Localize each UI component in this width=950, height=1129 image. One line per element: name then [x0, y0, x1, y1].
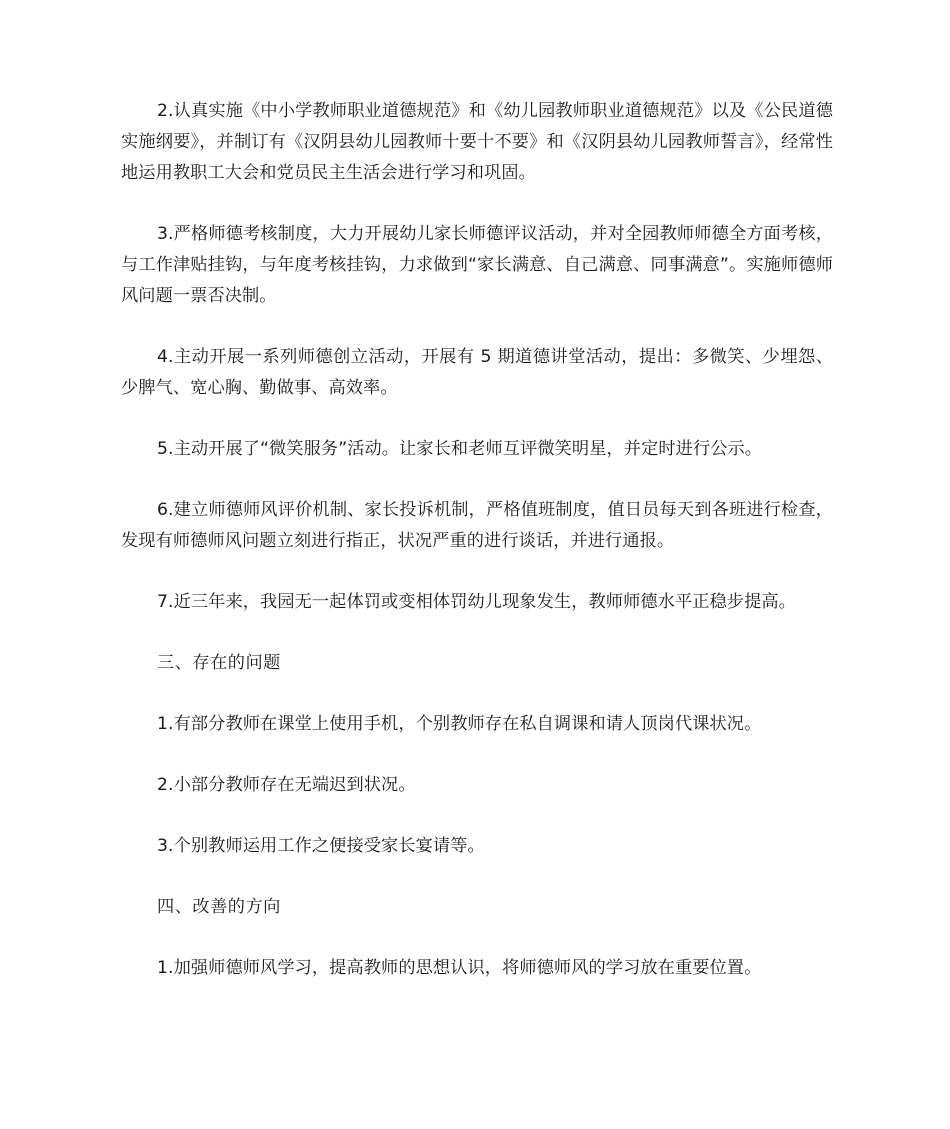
paragraph-evaluation-mechanism: 6.建立师德师风评价机制、家长投诉机制，严格值班制度，值日员每天到各班进行检查，发现有师德师风问题立刻进行指正，状况严重的进行谈话，并进行通报。 [121, 500, 833, 551]
document-body [121, 96, 833, 1014]
paragraph-problem-banquets: 3.个别教师运用工作之便接受家长宴请等。 [157, 836, 485, 856]
paragraph-problem-phones: 1.有部分教师在课堂上使用手机，个别教师存在私自调课和请人顶岗代课状况。 [157, 714, 762, 734]
paragraph-assessment-system: 3.严格师德考核制度，大力开展幼儿家长师德评议活动，并对全园教师师德全方面考核，与工作津贴挂钩，与年度考核挂钩，力求做到“家长满意、自己满意、同事满意”。实施师德师风问题一票否决制。 [121, 224, 833, 306]
section-heading-improvement: 四、改善的方向 [157, 897, 281, 917]
paragraph-ethics-norms: 2.认真实施《中小学教师职业道德规范》和《幼儿园教师职业道德规范》以及《公民道德实施纲要》，并制订有《汉阴县幼儿园教师十要十不要》和《汉阴县幼儿园教师誓言》，经常性地运用教职工大会和党员民主生活会进行学习和巩固。 [121, 101, 833, 183]
paragraph-smile-service: 5.主动开展了“微笑服务”活动。让家长和老师互评微笑明星，并定时进行公示。 [157, 439, 763, 459]
paragraph-three-years-result: 7.近三年来，我园无一起体罚或变相体罚幼儿现象发生，教师师德水平正稳步提高。 [157, 592, 796, 612]
section-heading-problems: 三、存在的问题 [157, 653, 281, 673]
paragraph-problem-lateness: 2.小部分教师存在无端迟到状况。 [157, 775, 416, 795]
paragraph-ethics-activities: 4.主动开展一系列师德创立活动，开展有 5 期道德讲堂活动，提出：多微笑、少埋怨、少脾气、宽心胸、勤做事、高效率。 [121, 347, 833, 398]
paragraph-improvement-study: 1.加强师德师风学习，提高教师的思想认识，将师德师风的学习放在重要位置。 [157, 958, 762, 978]
